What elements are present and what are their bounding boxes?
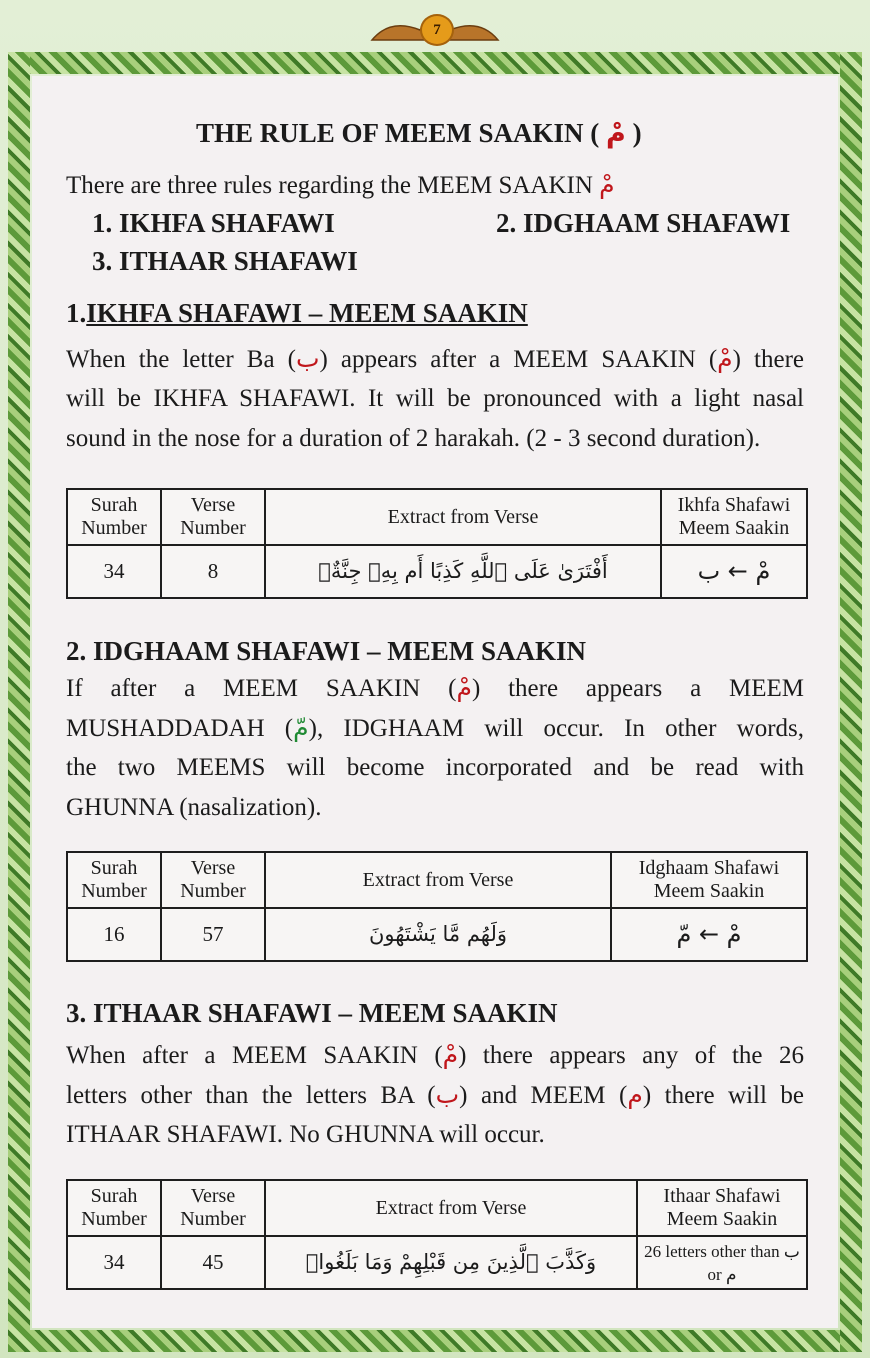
table-header-surah: Surah Number — [67, 852, 161, 908]
page-title: THE RULE OF MEEM SAAKIN ( مْ ) — [196, 118, 642, 149]
table-cell-rule: 26 letters other than ب or م — [637, 1236, 807, 1289]
section-heading-ikhfa: 1.IKHFA SHAFAWI – MEEM SAAKIN — [66, 298, 528, 328]
table-cell-rule: مْ ← ب — [661, 545, 807, 598]
table-header-surah: Surah Number — [67, 489, 161, 545]
table-cell-surah: 34 — [67, 545, 161, 598]
intro-text: There are three rules regarding the MEEM SAAKIN مْ — [66, 170, 615, 199]
table-cell-verse: 45 — [161, 1236, 265, 1289]
table-cell-surah: 16 — [67, 908, 161, 961]
section-text-idghaam-line-1: If after a MEEM SAAKIN (مْ) there appears a MEEM — [66, 673, 805, 702]
table-header-surah: Surah Number — [67, 1180, 161, 1236]
table-cell-rule: مْ ← مّ — [611, 908, 807, 961]
vine-border-left — [8, 52, 30, 1352]
table-cell-extract: أَفْتَرَىٰ عَلَى ٱللَّهِ كَذِبًا أَم بِهِۦ جِنَّةٌۢ — [265, 545, 661, 598]
rule-list-item-2: 2. IDGHAAM SHAFAWI — [496, 208, 791, 238]
table-cell-verse: 8 — [161, 545, 265, 598]
section-text-idghaam-line-2: MUSHADDADAH (مّ), IDGHAAM will occur. In other words, — [66, 713, 804, 742]
table-header-extract: Extract from Verse — [265, 489, 661, 545]
page-number: 7 — [420, 14, 454, 46]
vine-border-bottom — [8, 1330, 862, 1352]
table-header-rule: Idghaam Shafawi Meem Saakin — [611, 852, 807, 908]
table-header-verse: Verse Number — [161, 489, 265, 545]
example-table-idghaam — [66, 851, 808, 962]
example-table-ikhfa — [66, 488, 808, 599]
section-heading-ithaar: 3. ITHAAR SHAFAWI – MEEM SAAKIN — [66, 998, 558, 1028]
section-text-idghaam-line-3: the two MEEMS will become incorporated and be read with — [66, 754, 804, 781]
rule-list-item-3: 3. ITHAAR SHAFAWI — [92, 246, 358, 276]
section-text-ikhfa-line-3: sound in the nose for a duration of 2 harakah. (2 - 3 second duration). — [66, 425, 761, 452]
vine-border-top — [8, 52, 862, 74]
example-table-ithaar — [66, 1179, 808, 1290]
table-cell-extract: وَكَذَّبَ ٱلَّذِينَ مِن قَبْلِهِمْ وَمَا بَلَغُوا۟ — [265, 1236, 637, 1289]
table-header-extract: Extract from Verse — [265, 852, 611, 908]
section-text-ikhfa-line-1: When the letter Ba (ب) appears after a MEEM SAAKIN (مْ) there — [66, 344, 805, 373]
section-text-ithaar-line-2: letters other than the letters BA (ب) and MEEM (م) there will be — [66, 1080, 805, 1109]
table-header-extract: Extract from Verse — [265, 1180, 637, 1236]
vine-border-right — [840, 52, 862, 1352]
table-cell-surah: 34 — [67, 1236, 161, 1289]
table-header-verse: Verse Number — [161, 1180, 265, 1236]
rule-list-item-1: 1. IKHFA SHAFAWI — [92, 208, 335, 238]
table-cell-verse: 57 — [161, 908, 265, 961]
table-header-verse: Verse Number — [161, 852, 265, 908]
section-text-idghaam-line-4: GHUNNA (nasalization). — [66, 794, 322, 821]
table-header-rule: Ithaar Shafawi Meem Saakin — [637, 1180, 807, 1236]
table-cell-extract: وَلَهُم مَّا يَشْتَهُونَ — [265, 908, 611, 961]
section-text-ithaar-line-3: ITHAAR SHAFAWI. No GHUNNA will occur. — [66, 1121, 545, 1148]
section-text-ithaar-line-1: When after a MEEM SAAKIN (مْ) there appears any of the 26 — [66, 1040, 804, 1069]
section-text-ikhfa-line-2: will be IKHFA SHAFAWI. It will be pronounced with a light nasal — [66, 385, 804, 412]
section-heading-idghaam: 2. IDGHAAM SHAFAWI – MEEM SAAKIN — [66, 636, 587, 666]
table-header-rule: Ikhfa Shafawi Meem Saakin — [661, 489, 807, 545]
